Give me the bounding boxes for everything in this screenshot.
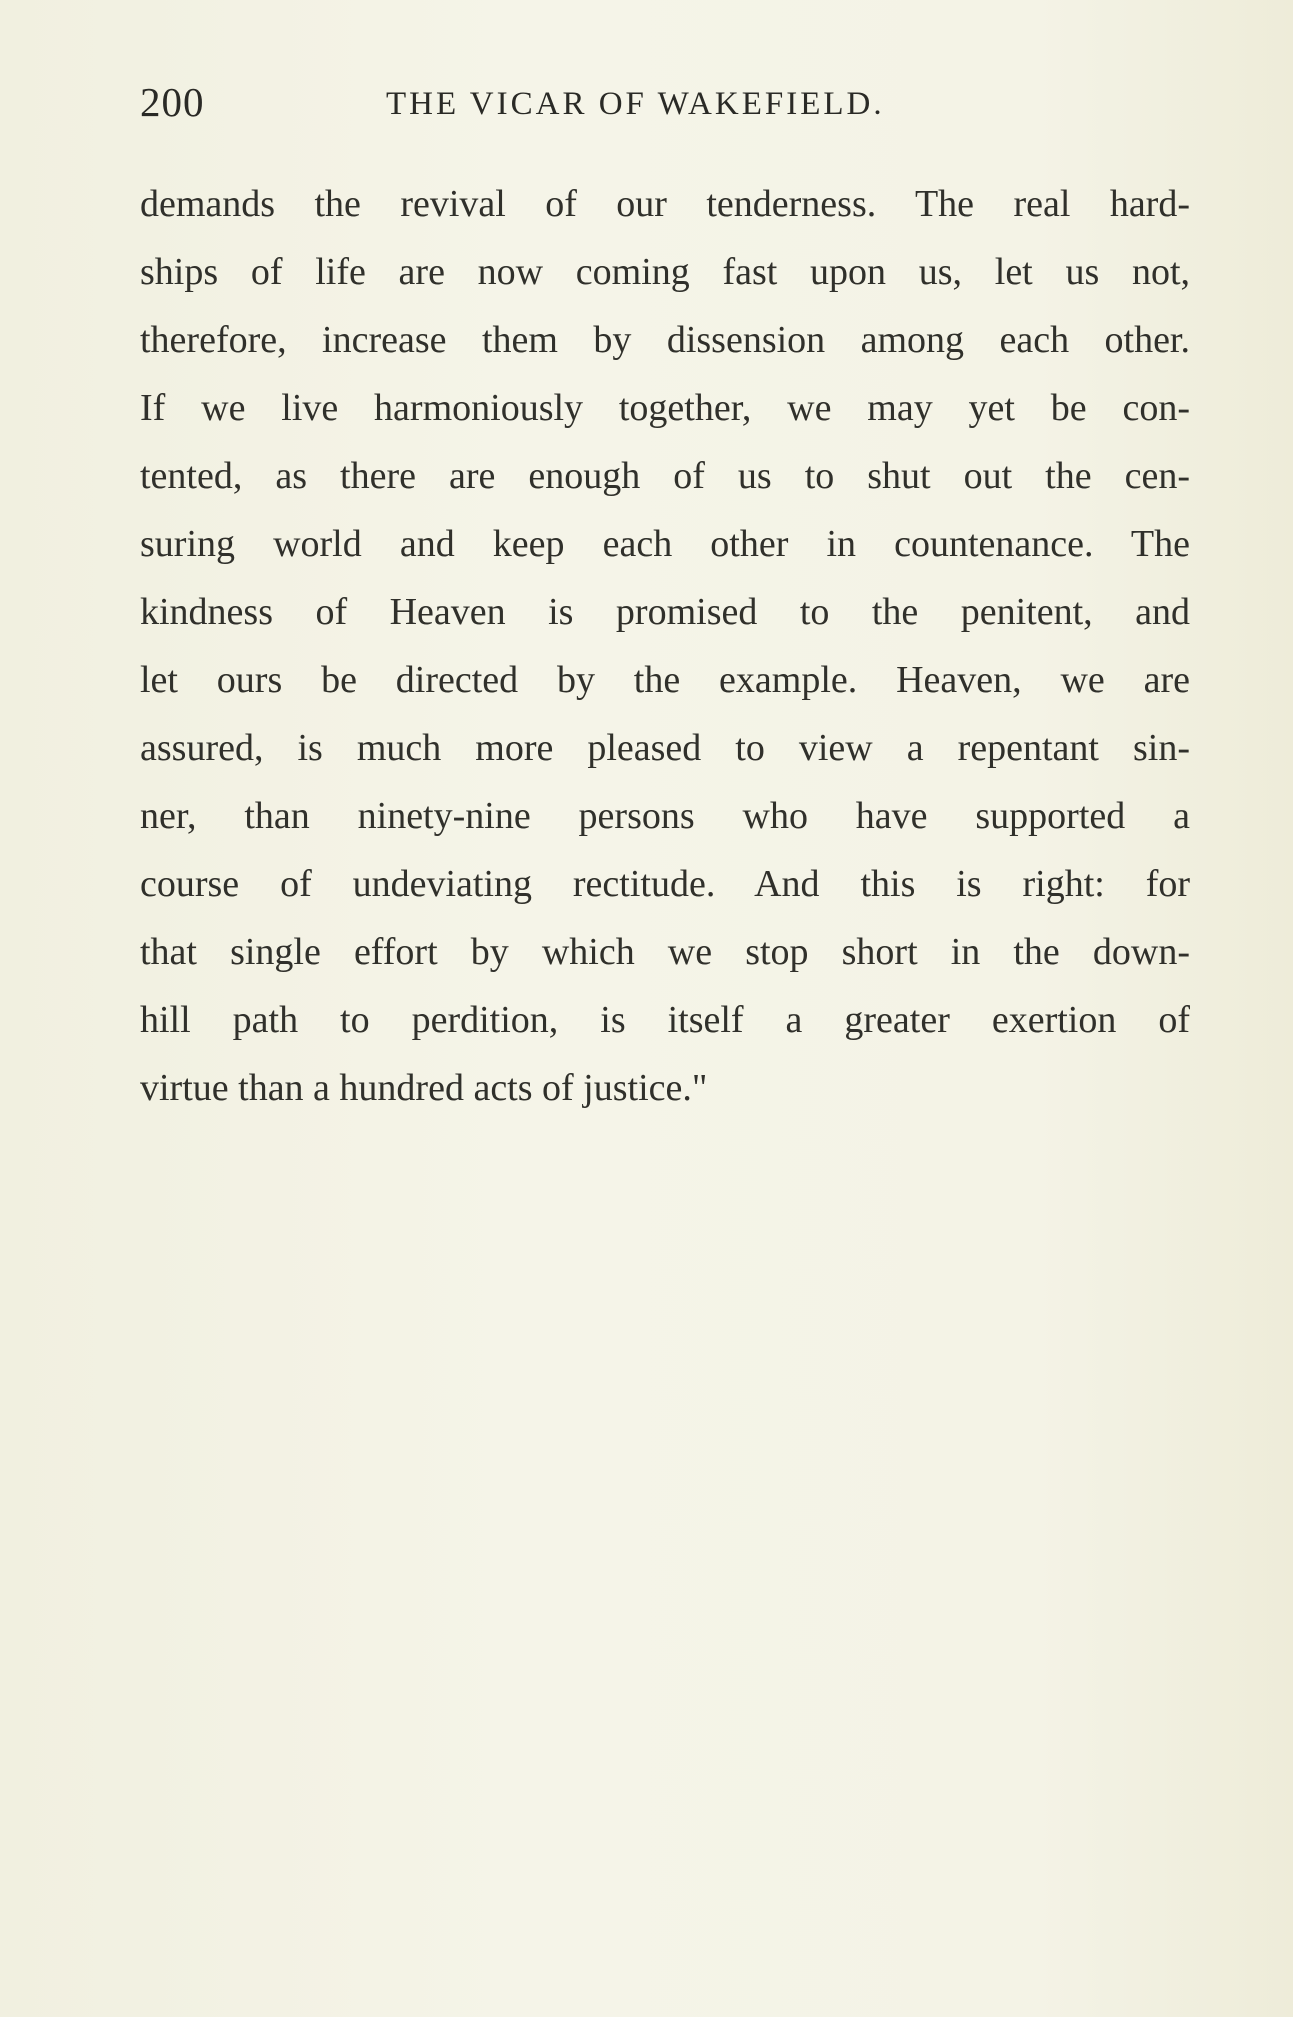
page-number: 200 xyxy=(140,79,205,125)
text-line: If we live harmoniously together, we may yet be con- xyxy=(140,387,1190,429)
text-line: let ours be directed by the example. Heaven, we are xyxy=(140,659,1190,701)
text-line: ner, than ninety-nine persons who have supported a xyxy=(140,795,1190,837)
text-line: tented, as there are enough of us to shut out the cen- xyxy=(140,455,1190,497)
page-header xyxy=(140,78,1190,128)
text-line: demands the revival of our tenderness. The real hard- xyxy=(140,183,1190,225)
text-line: virtue than a hundred acts of justice." xyxy=(140,1067,708,1109)
text-line: assured, is much more pleased to view a repentant sin- xyxy=(140,727,1190,769)
running-title: THE VICAR OF WAKEFIELD. xyxy=(386,86,885,122)
text-line: course of undeviating rectitude. And this is right: for xyxy=(140,863,1190,905)
text-line: suring world and keep each other in countenance. The xyxy=(140,523,1190,565)
text-line: therefore, increase them by dissension among each other. xyxy=(140,319,1190,361)
text-line: kindness of Heaven is promised to the penitent, and xyxy=(140,591,1190,633)
text-line: that single effort by which we stop short in the down- xyxy=(140,931,1190,973)
body-text xyxy=(140,170,1190,1122)
text-line: ships of life are now coming fast upon us, let us not, xyxy=(140,251,1190,293)
text-line: hill path to perdition, is itself a greater exertion of xyxy=(140,999,1190,1041)
